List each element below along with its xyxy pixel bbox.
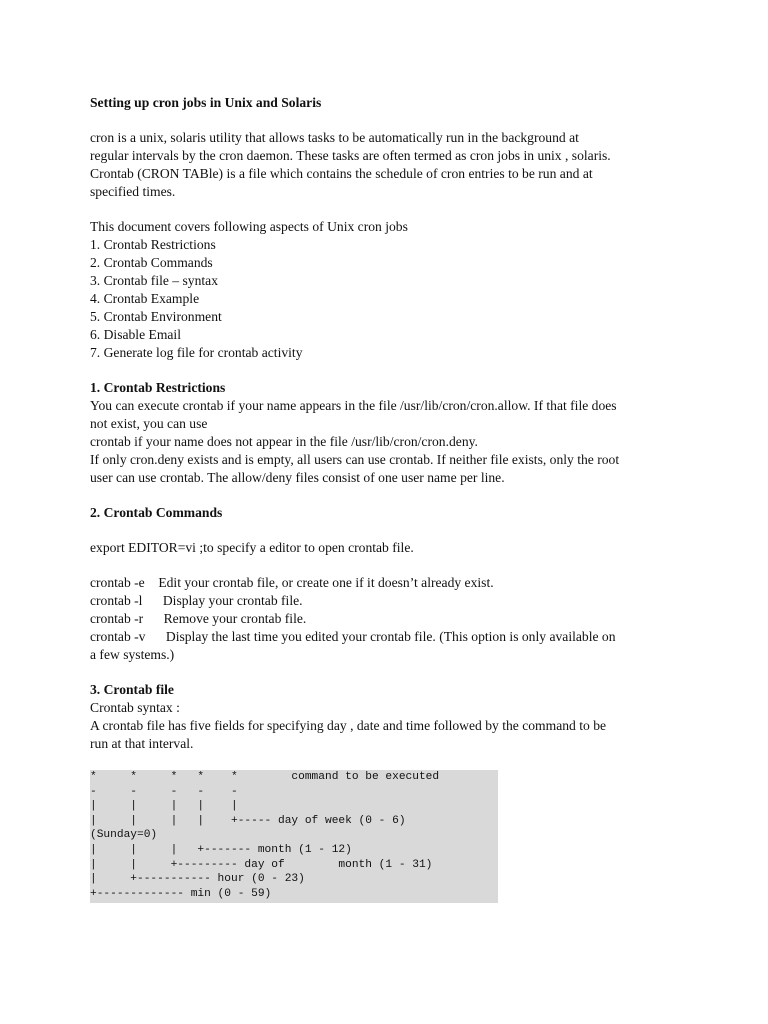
intro-line: Crontab (CRON TABle) is a file which contains the schedule of cron entries to be run and at	[90, 166, 593, 181]
crontab-syntax-code-block	[90, 770, 498, 903]
code-line: | +----------- hour (0 - 23)	[90, 873, 305, 886]
toc-item: 3. Crontab file – syntax	[90, 273, 218, 288]
toc-item: 4. Crontab Example	[90, 291, 200, 306]
toc-item: 6. Disable Email	[90, 327, 181, 342]
restrictions-line: not exist, you can use	[90, 416, 208, 431]
code-line: | | | | |	[90, 800, 238, 813]
crontab-file-line: run at that interval.	[90, 736, 194, 751]
command-row: crontab -r Remove your crontab file.	[90, 611, 307, 626]
restrictions-line: crontab if your name does not appear in the file /usr/lib/cron/cron.deny.	[90, 434, 478, 449]
command-row: crontab -v Display the last time you edited your crontab file. (This option is only available on	[90, 629, 616, 644]
code-line: (Sunday=0)	[90, 829, 158, 842]
restrictions-line: user can use crontab. The allow/deny files consist of one user name per line.	[90, 470, 505, 485]
document-page	[90, 94, 690, 903]
toc-list	[90, 218, 690, 362]
crontab-syntax-label: Crontab syntax :	[90, 700, 180, 715]
restrictions-heading: 1. Crontab Restrictions	[90, 380, 226, 395]
restrictions-line: If only cron.deny exists and is empty, all users can use crontab. If neither file exists, only the root	[90, 452, 620, 467]
export-editor-line: export EDITOR=vi ;to specify a editor to open crontab file.	[90, 540, 414, 555]
code-line: - - - - -	[90, 785, 238, 798]
restrictions-section	[90, 379, 690, 487]
command-row: crontab -l Display your crontab file.	[90, 593, 303, 608]
code-line: +------------- min (0 - 59)	[90, 887, 272, 900]
commands-section	[90, 504, 690, 664]
intro-paragraph	[90, 129, 690, 201]
restrictions-line: You can execute crontab if your name appears in the file /usr/lib/cron/cron.allow. If that file does	[90, 398, 617, 413]
code-line: | | +--------- day of month (1 - 31)	[90, 858, 433, 871]
code-line: | | | +------- month (1 - 12)	[90, 843, 352, 856]
toc-heading: This document covers following aspects of Unix cron jobs	[90, 219, 408, 234]
command-row: a few systems.)	[90, 647, 175, 662]
crontab-file-line: A crontab file has five fields for specifying day , date and time followed by the command to be	[90, 718, 607, 733]
intro-line: regular intervals by the cron daemon. These tasks are often termed as cron jobs in unix , solaris.	[90, 148, 611, 163]
commands-heading: 2. Crontab Commands	[90, 505, 223, 520]
crontab-file-heading: 3. Crontab file	[90, 682, 174, 697]
intro-line: specified times.	[90, 184, 176, 199]
toc-item: 1. Crontab Restrictions	[90, 237, 216, 252]
toc-item: 5. Crontab Environment	[90, 309, 222, 324]
command-row: crontab -e Edit your crontab file, or create one if it doesn’t already exist.	[90, 575, 494, 590]
code-line: * * * * * command to be executed	[90, 771, 440, 783]
code-line: | | | | +----- day of week (0 - 6)	[90, 814, 406, 827]
toc-item: 7. Generate log file for crontab activity	[90, 345, 303, 360]
toc-item: 2. Crontab Commands	[90, 255, 213, 270]
crontab-file-section	[90, 681, 690, 903]
document-title: Setting up cron jobs in Unix and Solaris	[90, 95, 322, 110]
intro-line: cron is a unix, solaris utility that allows tasks to be automatically run in the background at	[90, 130, 579, 145]
